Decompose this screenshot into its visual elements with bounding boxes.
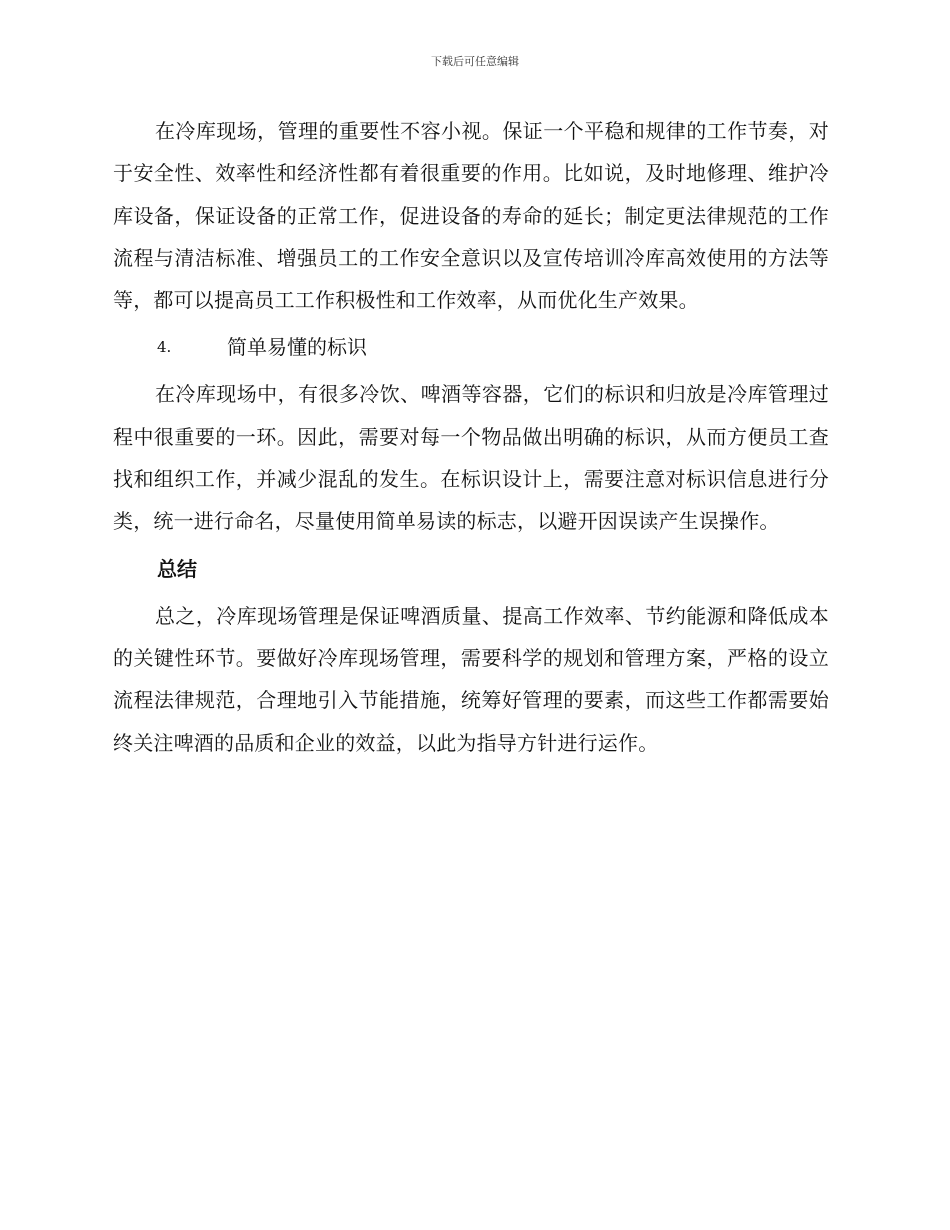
document-body (113, 110, 829, 764)
summary-heading: 总结 (157, 556, 197, 581)
section-number: 4. (157, 338, 172, 357)
page-header: 下载后可任意编辑 (431, 55, 519, 68)
section-title: 简单易懂的标识 (227, 335, 367, 360)
section-heading-labeling (113, 326, 829, 368)
paragraph-summary: 总之，冷库现场管理是保证啤酒质量、提高工作效率、节约能源和降低成本的关键性环节。要做好冷库现场管理，需要科学的规划和管理方案，严格的设立流程法律规范，合理地引入节能措施，统筹好管理的要素，而这些工作都需要始终关注啤酒的品质和企业的效益，以此为指导方针进行运作。 (113, 603, 829, 755)
paragraph-site-management: 在冷库现场，管理的重要性不容小视。保证一个平稳和规律的工作节奏，对于安全性、效率性和经济性都有着很重要的作用。比如说，及时地修理、维护冷库设备，保证设备的正常工作，促进设备的寿命的延长；制定更法律规范的工作流程与清洁标准、增强员工的工作安全意识以及宣传培训冷库高效使用的方法等等，都可以提高员工工作积极性和工作效率，从而优化生产效果。 (113, 119, 829, 313)
paragraph-labeling: 在冷库现场中，有很多冷饮、啤酒等容器，它们的标识和归放是冷库管理过程中很重要的一环。因此，需要对每一个物品做出明确的标识，从而方便员工查找和组织工作，并减少混乱的发生。在标识设计上，需要注意对标识信息进行分类，统一进行命名，尽量使用简单易读的标志，以避开因误读产生误操作。 (113, 382, 829, 534)
